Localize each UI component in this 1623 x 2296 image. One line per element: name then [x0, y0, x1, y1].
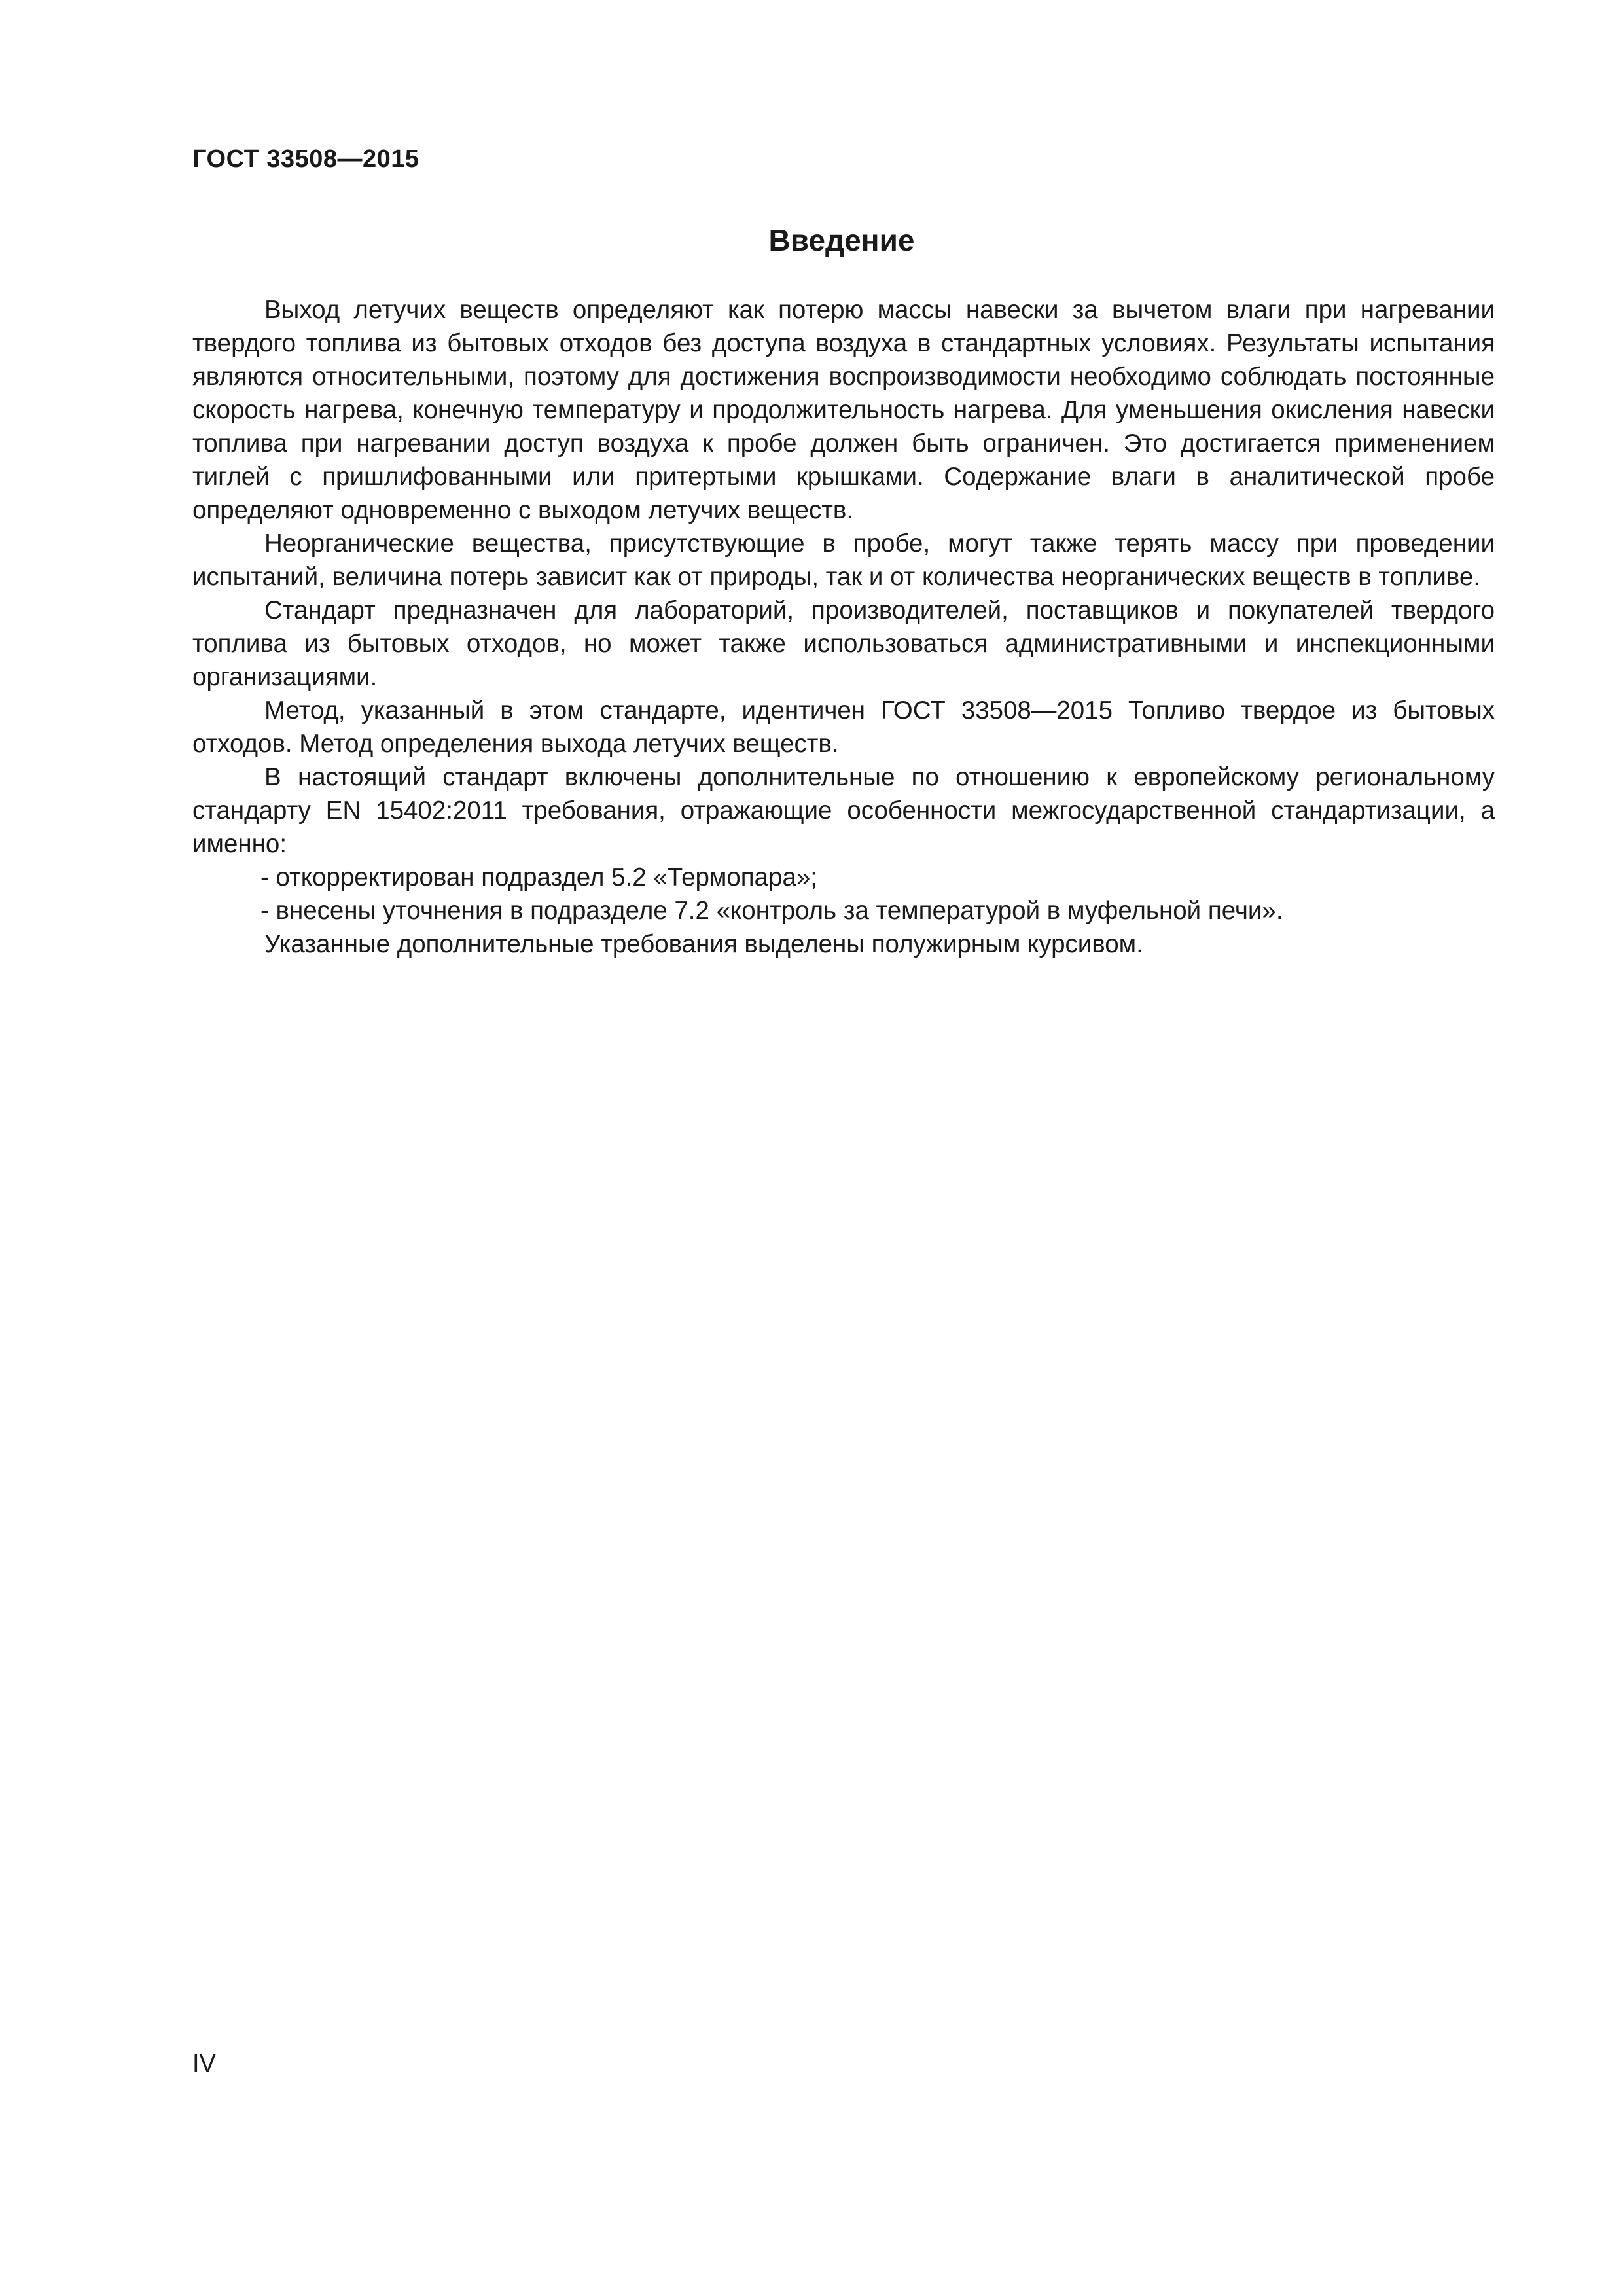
document-code: ГОСТ 33508—2015 [192, 145, 419, 173]
paragraph-3: Стандарт предназначен для лабораторий, производителей, поставщиков и покупателей твердого топлива из бытовых отходов, но может также использоваться административными и инспекционными организациями. [192, 596, 1495, 691]
list-item-1: - откорректирован подраздел 5.2 «Термопара»; [260, 863, 817, 891]
paragraph-1: Выход летучих веществ определяют как потерю массы навески за вычетом влаги при нагревании твердого топлива из бытовых отходов без доступа воздуха в стандартных условиях. Результаты испытания являются относительными, поэтому для достижения воспроизводимости необходимо соблюдать постоянные скорость нагрева, конечную температуру и продолжительность нагрева. Для уменьшения окисления навески топлива при нагревании доступ воздуха к пробе должен быть ограничен. Это достигается применением тиглей с пришлифованными или притертыми крышками. Содержание влаги в аналитической пробе определяют одновременно с выходом летучих веществ. [192, 296, 1495, 524]
paragraph-4: Метод, указанный в этом стандарте, идентичен ГОСТ 33508—2015 Топливо твердое из бытовых отходов. Метод определения выхода летучих веществ. [192, 696, 1495, 758]
section-title: Введение [768, 223, 915, 257]
paragraph-2: Неорганические вещества, присутствующие в пробе, могут также терять массу при проведении испытаний, величина потерь зависит как от природы, так и от количества неорганических веществ в топливе. [192, 529, 1495, 591]
document-body [192, 293, 1495, 961]
list-item-2: - внесены уточнения в подразделе 7.2 «контроль за температурой в муфельной печи». [260, 897, 1283, 925]
closing-paragraph: Указанные дополнительные требования выделены полужирным курсивом. [264, 930, 1143, 958]
paragraph-5: В настоящий стандарт включены дополнительные по отношению к европейскому региональному стандарту EN 15402:2011 требования, отражающие особенности межгосударственной стандартизации, а именно: [192, 763, 1495, 858]
page-number: IV [192, 2050, 216, 2077]
